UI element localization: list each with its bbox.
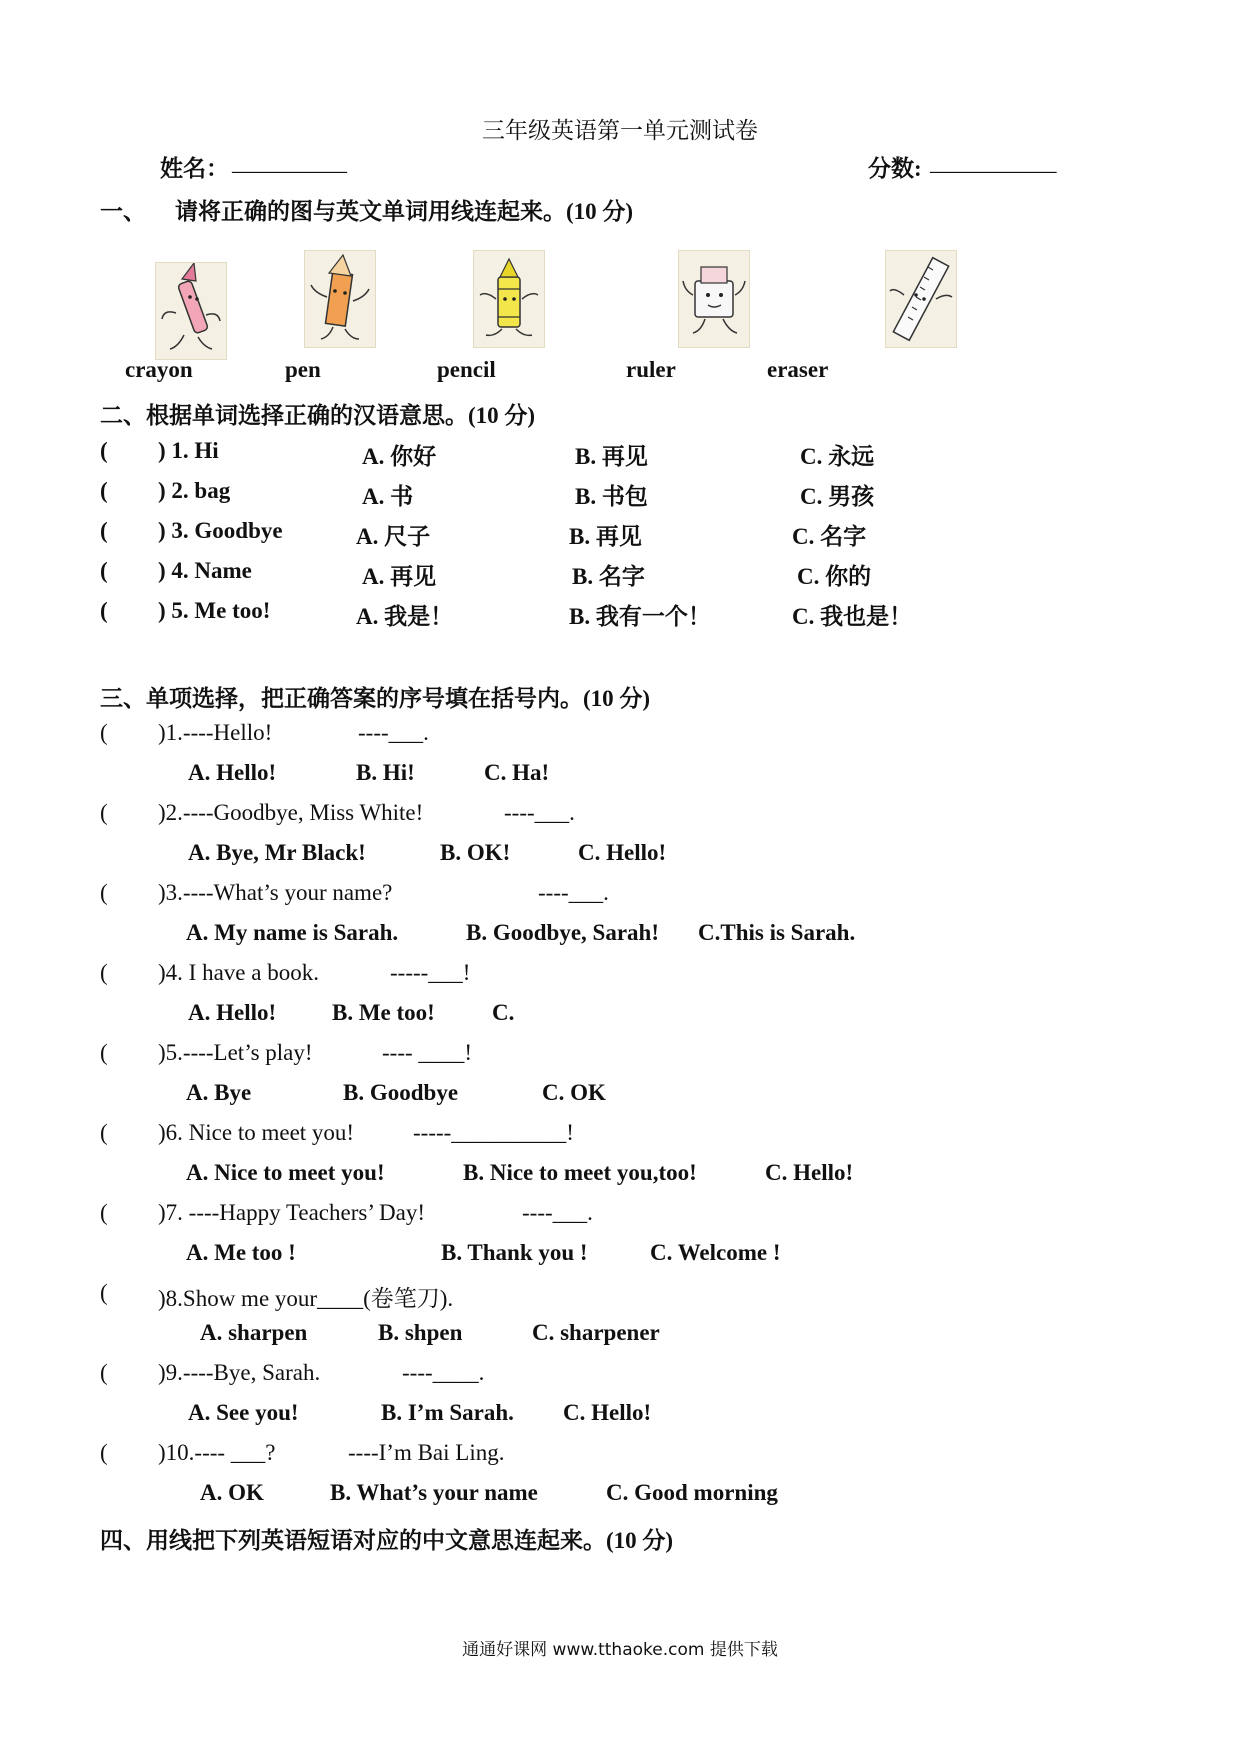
answer-paren: ( bbox=[100, 598, 108, 623]
option-a: A. 你好 bbox=[362, 444, 437, 469]
option-b: B. Goodbye, Sarah! bbox=[466, 920, 659, 945]
option-a: A. Bye bbox=[186, 1080, 252, 1105]
question-text: ) 3. Goodbye bbox=[158, 518, 283, 543]
option-c: C. 名字 bbox=[792, 524, 867, 549]
answer-paren: ( bbox=[100, 960, 108, 985]
name-blank: __________ bbox=[232, 150, 347, 175]
response-blank: ----___. bbox=[504, 800, 575, 825]
ruler-picture bbox=[885, 250, 957, 348]
question-text: )3.----What’s your name? bbox=[158, 880, 393, 905]
page-footer: 通通好课网 www.tthaoke.com 提供下载 bbox=[462, 1640, 778, 1660]
question-text: )9.----Bye, Sarah. bbox=[158, 1360, 321, 1385]
answer-paren: ( bbox=[100, 518, 108, 543]
answer-paren: ( bbox=[100, 438, 108, 463]
answer-paren: ( bbox=[100, 800, 108, 825]
response-blank: ----___. bbox=[522, 1200, 593, 1225]
question-text: ) 2. bag bbox=[158, 478, 231, 503]
word-pen: pen bbox=[285, 357, 321, 382]
option-a: A. Hello! bbox=[188, 760, 277, 785]
option-b: B. 再见 bbox=[575, 444, 648, 469]
option-b: B. Nice to meet you,too! bbox=[463, 1160, 697, 1185]
page-title: 三年级英语第一单元测试卷 bbox=[482, 118, 758, 143]
option-a: A. Nice to meet you! bbox=[186, 1160, 385, 1185]
option-b: B. Goodbye bbox=[343, 1080, 459, 1105]
response-blank: ---- ____! bbox=[382, 1040, 473, 1065]
option-b: B. 我有一个！ bbox=[569, 604, 711, 629]
response-text: ----I’m Bai Ling. bbox=[348, 1440, 505, 1465]
yellow-crayon-picture bbox=[473, 250, 545, 348]
section2-heading: 二、根据单词选择正确的汉语意思。(10 分) bbox=[100, 403, 536, 428]
question-text: )8.Show me your____(卷笔刀). bbox=[158, 1286, 454, 1311]
question-text: ) 1. Hi bbox=[158, 438, 219, 463]
option-c: C. OK bbox=[542, 1080, 606, 1105]
question-text: )10.---- ___? bbox=[158, 1440, 276, 1465]
score-label: 分数: bbox=[868, 156, 922, 181]
option-c: C.This is Sarah. bbox=[698, 920, 856, 945]
pencil-picture bbox=[304, 250, 376, 348]
word-crayon: crayon bbox=[125, 357, 193, 382]
response-blank: ----___. bbox=[538, 880, 609, 905]
section3-heading: 三、单项选择，把正确答案的序号填在括号内。(10 分) bbox=[100, 686, 651, 711]
question-text: ) 5. Me too! bbox=[158, 598, 271, 623]
option-c: C. Welcome ! bbox=[650, 1240, 781, 1265]
response-blank: ----____. bbox=[402, 1360, 485, 1385]
question-text: ) 4. Name bbox=[158, 558, 252, 583]
option-b: B. Me too! bbox=[332, 1000, 435, 1025]
option-b: B. OK! bbox=[440, 840, 511, 865]
option-a: A. sharpen bbox=[200, 1320, 308, 1345]
option-b: B. I’m Sarah. bbox=[381, 1400, 514, 1425]
question-text: )7. ----Happy Teachers’ Day! bbox=[158, 1200, 426, 1225]
section1-number: 一、 bbox=[100, 199, 146, 224]
answer-paren: ( bbox=[100, 1200, 108, 1225]
option-b: B. Hi! bbox=[356, 760, 415, 785]
option-c: C. sharpener bbox=[532, 1320, 660, 1345]
name-label: 姓名： bbox=[160, 156, 229, 181]
question-text: )4. I have a book. bbox=[158, 960, 319, 985]
option-b: B. What’s your name bbox=[330, 1480, 538, 1505]
option-a: A. OK bbox=[200, 1480, 264, 1505]
option-c: C. Hello! bbox=[765, 1160, 854, 1185]
option-a: A. 书 bbox=[362, 484, 414, 509]
option-a: A. 尺子 bbox=[356, 524, 431, 549]
option-a: A. My name is Sarah. bbox=[186, 920, 399, 945]
response-blank: -----__________! bbox=[413, 1120, 574, 1145]
option-b: B. 名字 bbox=[572, 564, 645, 589]
option-b: B. Thank you ! bbox=[441, 1240, 588, 1265]
answer-paren: ( bbox=[100, 1040, 108, 1065]
answer-paren: ( bbox=[100, 880, 108, 905]
score-blank: ___________ bbox=[930, 150, 1057, 175]
answer-paren: ( bbox=[100, 1280, 108, 1305]
response-blank: ----___. bbox=[358, 720, 429, 745]
answer-paren: ( bbox=[100, 1120, 108, 1145]
option-b: B. shpen bbox=[378, 1320, 463, 1345]
option-a: A. See you! bbox=[188, 1400, 299, 1425]
option-a: A. Bye, Mr Black! bbox=[188, 840, 366, 865]
option-a: A. Me too ! bbox=[186, 1240, 296, 1265]
option-a: A. 我是！ bbox=[356, 604, 454, 629]
answer-paren: ( bbox=[100, 1440, 108, 1465]
question-text: )2.----Goodbye, Miss White! bbox=[158, 800, 424, 825]
answer-paren: ( bbox=[100, 1360, 108, 1385]
word-pencil: pencil bbox=[437, 357, 496, 382]
crayon-picture bbox=[155, 262, 227, 360]
option-c: C. Good morning bbox=[606, 1480, 778, 1505]
question-text: )6. Nice to meet you! bbox=[158, 1120, 355, 1145]
word-eraser: eraser bbox=[767, 357, 829, 382]
option-a: A. Hello! bbox=[188, 1000, 277, 1025]
option-a: A. 再见 bbox=[362, 564, 437, 589]
answer-paren: ( bbox=[100, 478, 108, 503]
option-b: B. 再见 bbox=[569, 524, 642, 549]
option-c: C. 你的 bbox=[797, 564, 872, 589]
response-blank: -----___! bbox=[390, 960, 471, 985]
answer-paren: ( bbox=[100, 720, 108, 745]
section4-heading: 四、用线把下列英语短语对应的中文意思连起来。(10 分) bbox=[100, 1528, 674, 1553]
option-c: C. bbox=[492, 1000, 515, 1025]
eraser-picture bbox=[678, 250, 750, 348]
section1-heading: 请将正确的图与英文单词用线连起来。(10 分) bbox=[175, 199, 634, 224]
option-c: C. Hello! bbox=[563, 1400, 652, 1425]
option-c: C. 我也是！ bbox=[792, 604, 913, 629]
option-b: B. 书包 bbox=[575, 484, 648, 509]
question-text: )5.----Let’s play! bbox=[158, 1040, 313, 1065]
word-ruler: ruler bbox=[626, 357, 676, 382]
option-c: C. Ha! bbox=[484, 760, 550, 785]
option-c: C. 永远 bbox=[800, 444, 875, 469]
option-c: C. Hello! bbox=[578, 840, 667, 865]
question-text: )1.----Hello! bbox=[158, 720, 273, 745]
answer-paren: ( bbox=[100, 558, 108, 583]
option-c: C. 男孩 bbox=[800, 484, 875, 509]
